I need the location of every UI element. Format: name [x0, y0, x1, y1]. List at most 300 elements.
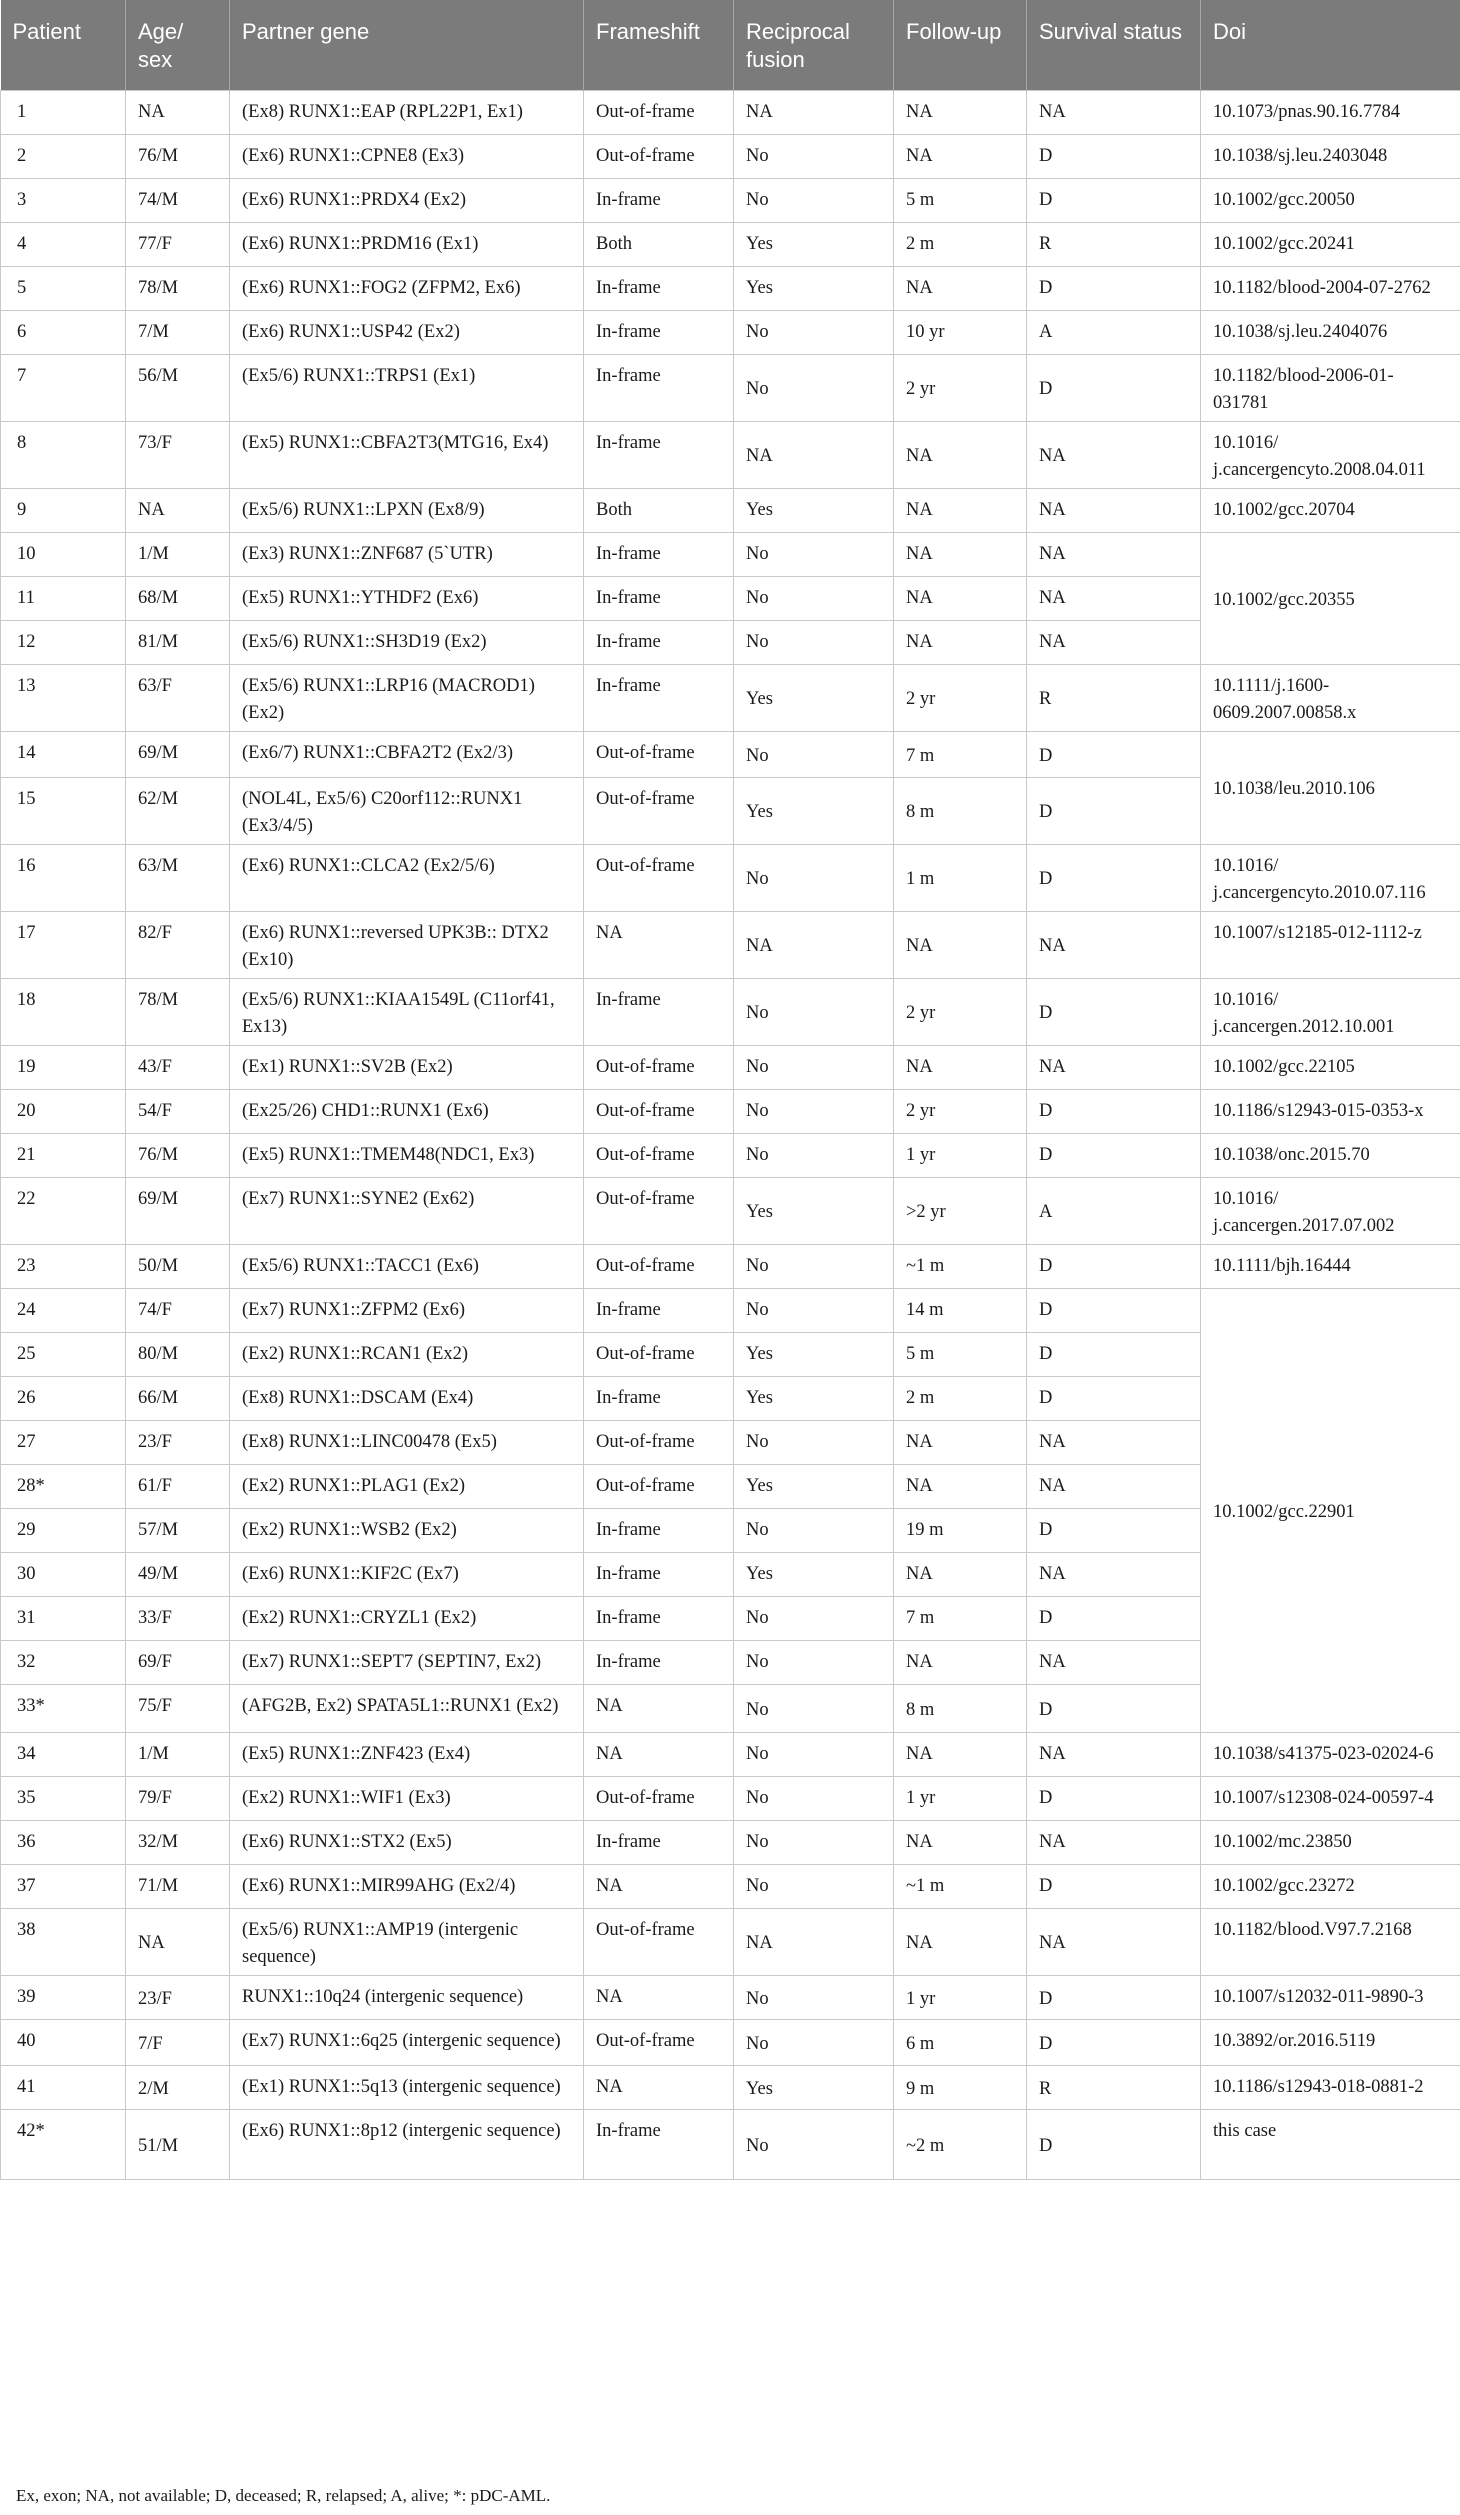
follow-up-cell: 8 m — [894, 777, 1027, 844]
reciprocal-fusion-cell: No — [734, 1776, 894, 1820]
doi-cell: 10.1038/onc.2015.70 — [1201, 1133, 1460, 1177]
doi-cell: 10.1111/j.1600-0609.2007.00858.x — [1201, 664, 1460, 731]
patient-cell: 9 — [1, 488, 126, 532]
age-sex-cell: 76/M — [126, 134, 230, 178]
patient-cell: 11 — [1, 576, 126, 620]
patient-cell: 34 — [1, 1732, 126, 1776]
age-sex-cell: 2/M — [126, 2065, 230, 2109]
patient-cell: 21 — [1, 1133, 126, 1177]
table-row — [1, 1089, 1460, 1133]
survival-status-cell: NA — [1027, 1464, 1201, 1508]
survival-status-cell: NA — [1027, 1732, 1201, 1776]
partner-gene-cell: (Ex7) RUNX1::SYNE2 (Ex62) — [230, 1177, 584, 1244]
survival-status-cell: NA — [1027, 1908, 1201, 1975]
age-sex-cell: 51/M — [126, 2109, 230, 2179]
partner-gene-cell: (Ex25/26) CHD1::RUNX1 (Ex6) — [230, 1089, 584, 1133]
table-row — [1, 1975, 1460, 2019]
follow-up-cell: NA — [894, 488, 1027, 532]
follow-up-cell: NA — [894, 90, 1027, 134]
follow-up-cell: NA — [894, 1420, 1027, 1464]
partner-gene-cell: (Ex5/6) RUNX1::AMP19 (intergenic sequence) — [230, 1908, 584, 1975]
reciprocal-fusion-cell: No — [734, 1975, 894, 2019]
partner-gene-cell: (Ex6) RUNX1::CPNE8 (Ex3) — [230, 134, 584, 178]
frameshift-cell: In-frame — [584, 1596, 734, 1640]
follow-up-cell: 9 m — [894, 2065, 1027, 2109]
survival-status-cell: NA — [1027, 576, 1201, 620]
frameshift-cell: In-frame — [584, 310, 734, 354]
follow-up-cell: 2 yr — [894, 1089, 1027, 1133]
reciprocal-fusion-cell: No — [734, 1244, 894, 1288]
survival-status-cell: NA — [1027, 532, 1201, 576]
follow-up-cell: ~1 m — [894, 1244, 1027, 1288]
age-sex-cell: 7/F — [126, 2019, 230, 2065]
follow-up-cell: 10 yr — [894, 310, 1027, 354]
follow-up-cell: 1 yr — [894, 1133, 1027, 1177]
reciprocal-fusion-cell: No — [734, 354, 894, 421]
partner-gene-cell: (Ex5/6) RUNX1::LRP16 (MACROD1) (Ex2) — [230, 664, 584, 731]
frameshift-cell: Out-of-frame — [584, 1133, 734, 1177]
partner-gene-cell: (Ex6) RUNX1::8p12 (intergenic sequence) — [230, 2109, 584, 2179]
partner-gene-cell: (Ex6) RUNX1::STX2 (Ex5) — [230, 1820, 584, 1864]
reciprocal-fusion-cell: No — [734, 1508, 894, 1552]
table-row — [1, 911, 1460, 978]
table-row — [1, 1908, 1460, 1975]
patient-cell: 38 — [1, 1908, 126, 1975]
frameshift-cell: In-frame — [584, 576, 734, 620]
age-sex-cell: 82/F — [126, 911, 230, 978]
reciprocal-fusion-cell: NA — [734, 90, 894, 134]
age-sex-cell: 62/M — [126, 777, 230, 844]
doi-cell: 10.3892/or.2016.5119 — [1201, 2019, 1460, 2065]
frameshift-cell: In-frame — [584, 1552, 734, 1596]
table-row — [1, 844, 1460, 911]
survival-status-cell: NA — [1027, 1820, 1201, 1864]
age-sex-cell: 76/M — [126, 1133, 230, 1177]
table-row — [1, 1864, 1460, 1908]
partner-gene-cell: (Ex8) RUNX1::DSCAM (Ex4) — [230, 1376, 584, 1420]
partner-gene-cell: (Ex2) RUNX1::RCAN1 (Ex2) — [230, 1332, 584, 1376]
age-sex-cell: 32/M — [126, 1820, 230, 1864]
age-sex-cell: 54/F — [126, 1089, 230, 1133]
follow-up-cell: 19 m — [894, 1508, 1027, 1552]
partner-gene-cell: (Ex6) RUNX1::FOG2 (ZFPM2, Ex6) — [230, 266, 584, 310]
follow-up-cell: >2 yr — [894, 1177, 1027, 1244]
table-row — [1, 1288, 1460, 1332]
reciprocal-fusion-cell: Yes — [734, 1464, 894, 1508]
partner-gene-cell: (AFG2B, Ex2) SPATA5L1::RUNX1 (Ex2) — [230, 1684, 584, 1732]
reciprocal-fusion-cell: No — [734, 1640, 894, 1684]
survival-status-cell: D — [1027, 1133, 1201, 1177]
patient-cell: 41 — [1, 2065, 126, 2109]
frameshift-cell: NA — [584, 1684, 734, 1732]
doi-cell: 10.1016/ j.cancergencyto.2008.04.011 — [1201, 421, 1460, 488]
table-row — [1, 421, 1460, 488]
age-sex-cell: 33/F — [126, 1596, 230, 1640]
header-reciprocal-fusion: Reciprocal fusion — [734, 0, 894, 90]
table-row — [1, 532, 1460, 576]
survival-status-cell: A — [1027, 1177, 1201, 1244]
frameshift-cell: Out-of-frame — [584, 1776, 734, 1820]
survival-status-cell: D — [1027, 1376, 1201, 1420]
frameshift-cell: Both — [584, 488, 734, 532]
patient-cell: 25 — [1, 1332, 126, 1376]
table-row — [1, 488, 1460, 532]
survival-status-cell: R — [1027, 664, 1201, 731]
reciprocal-fusion-cell: Yes — [734, 1332, 894, 1376]
reciprocal-fusion-cell: No — [734, 620, 894, 664]
frameshift-cell: Out-of-frame — [584, 1177, 734, 1244]
follow-up-cell: 5 m — [894, 178, 1027, 222]
reciprocal-fusion-cell: Yes — [734, 1177, 894, 1244]
survival-status-cell: D — [1027, 1776, 1201, 1820]
table-row — [1, 178, 1460, 222]
survival-status-cell: NA — [1027, 1552, 1201, 1596]
age-sex-cell: 23/F — [126, 1420, 230, 1464]
survival-status-cell: R — [1027, 222, 1201, 266]
survival-status-cell: NA — [1027, 1420, 1201, 1464]
frameshift-cell: NA — [584, 2065, 734, 2109]
age-sex-cell: 56/M — [126, 354, 230, 421]
partner-gene-cell: (Ex6) RUNX1::MIR99AHG (Ex2/4) — [230, 1864, 584, 1908]
reciprocal-fusion-cell: No — [734, 1864, 894, 1908]
patient-cell: 32 — [1, 1640, 126, 1684]
header-age-sex: Age/ sex — [126, 0, 230, 90]
follow-up-cell: 1 yr — [894, 1776, 1027, 1820]
table-row — [1, 266, 1460, 310]
partner-gene-cell: (Ex5) RUNX1::ZNF423 (Ex4) — [230, 1732, 584, 1776]
follow-up-cell: NA — [894, 532, 1027, 576]
follow-up-cell: ~1 m — [894, 1864, 1027, 1908]
follow-up-cell: 1 yr — [894, 1975, 1027, 2019]
partner-gene-cell: (Ex5/6) RUNX1::KIAA1549L (C11orf41, Ex13) — [230, 978, 584, 1045]
patient-cell: 33* — [1, 1684, 126, 1732]
reciprocal-fusion-cell: Yes — [734, 488, 894, 532]
patient-cell: 30 — [1, 1552, 126, 1596]
follow-up-cell: 14 m — [894, 1288, 1027, 1332]
age-sex-cell: NA — [126, 488, 230, 532]
header-row — [1, 0, 1460, 90]
age-sex-cell: 71/M — [126, 1864, 230, 1908]
patient-cell: 12 — [1, 620, 126, 664]
age-sex-cell: 75/F — [126, 1684, 230, 1732]
reciprocal-fusion-cell: No — [734, 1596, 894, 1640]
doi-cell: 10.1038/sj.leu.2403048 — [1201, 134, 1460, 178]
frameshift-cell: In-frame — [584, 266, 734, 310]
reciprocal-fusion-cell: No — [734, 1684, 894, 1732]
patient-cell: 14 — [1, 731, 126, 777]
partner-gene-cell: (Ex6) RUNX1::reversed UPK3B:: DTX2 (Ex10) — [230, 911, 584, 978]
follow-up-cell: NA — [894, 1640, 1027, 1684]
age-sex-cell: 63/M — [126, 844, 230, 911]
doi-cell: 10.1182/blood-2004-07-2762 — [1201, 266, 1460, 310]
frameshift-cell: Out-of-frame — [584, 1908, 734, 1975]
follow-up-cell: 6 m — [894, 2019, 1027, 2065]
follow-up-cell: NA — [894, 1732, 1027, 1776]
age-sex-cell: 7/M — [126, 310, 230, 354]
survival-status-cell: R — [1027, 2065, 1201, 2109]
age-sex-cell: 73/F — [126, 421, 230, 488]
doi-cell: 10.1007/s12032-011-9890-3 — [1201, 1975, 1460, 2019]
follow-up-cell: NA — [894, 620, 1027, 664]
patient-cell: 29 — [1, 1508, 126, 1552]
patient-cell: 26 — [1, 1376, 126, 1420]
follow-up-cell: ~2 m — [894, 2109, 1027, 2179]
follow-up-cell: 7 m — [894, 1596, 1027, 1640]
doi-cell: 10.1002/mc.23850 — [1201, 1820, 1460, 1864]
patient-cell: 24 — [1, 1288, 126, 1332]
survival-status-cell: D — [1027, 354, 1201, 421]
doi-cell: 10.1038/sj.leu.2404076 — [1201, 310, 1460, 354]
frameshift-cell: In-frame — [584, 2109, 734, 2179]
patient-cell: 2 — [1, 134, 126, 178]
reciprocal-fusion-cell: No — [734, 576, 894, 620]
doi-cell: 10.1002/gcc.22105 — [1201, 1045, 1460, 1089]
reciprocal-fusion-cell: No — [734, 178, 894, 222]
follow-up-cell: NA — [894, 266, 1027, 310]
patient-cell: 3 — [1, 178, 126, 222]
table-row — [1, 1177, 1460, 1244]
follow-up-cell: 1 m — [894, 844, 1027, 911]
doi-cell: 10.1038/s41375-023-02024-6 — [1201, 1732, 1460, 1776]
reciprocal-fusion-cell: No — [734, 978, 894, 1045]
frameshift-cell: NA — [584, 1864, 734, 1908]
frameshift-cell: In-frame — [584, 1508, 734, 1552]
survival-status-cell: D — [1027, 266, 1201, 310]
patient-cell: 22 — [1, 1177, 126, 1244]
patient-cell: 13 — [1, 664, 126, 731]
frameshift-cell: Out-of-frame — [584, 1244, 734, 1288]
survival-status-cell: D — [1027, 1288, 1201, 1332]
frameshift-cell: NA — [584, 911, 734, 978]
table-row — [1, 310, 1460, 354]
reciprocal-fusion-cell: No — [734, 844, 894, 911]
patient-cell: 7 — [1, 354, 126, 421]
partner-gene-cell: (Ex7) RUNX1::6q25 (intergenic sequence) — [230, 2019, 584, 2065]
survival-status-cell: D — [1027, 1684, 1201, 1732]
table-row — [1, 664, 1460, 731]
reciprocal-fusion-cell: NA — [734, 911, 894, 978]
survival-status-cell: NA — [1027, 90, 1201, 134]
doi-cell: this case — [1201, 2109, 1460, 2179]
table-row — [1, 731, 1460, 777]
frameshift-cell: Out-of-frame — [584, 1089, 734, 1133]
follow-up-cell: NA — [894, 1552, 1027, 1596]
partner-gene-cell: (Ex6) RUNX1::USP42 (Ex2) — [230, 310, 584, 354]
doi-cell: 10.1002/gcc.20050 — [1201, 178, 1460, 222]
partner-gene-cell: (Ex8) RUNX1::EAP (RPL22P1, Ex1) — [230, 90, 584, 134]
partner-gene-cell: (Ex6) RUNX1::PRDM16 (Ex1) — [230, 222, 584, 266]
survival-status-cell: D — [1027, 1089, 1201, 1133]
age-sex-cell: 79/F — [126, 1776, 230, 1820]
partner-gene-cell: (Ex2) RUNX1::CRYZL1 (Ex2) — [230, 1596, 584, 1640]
frameshift-cell: Out-of-frame — [584, 90, 734, 134]
age-sex-cell: 66/M — [126, 1376, 230, 1420]
survival-status-cell: A — [1027, 310, 1201, 354]
patient-cell: 5 — [1, 266, 126, 310]
age-sex-cell: 49/M — [126, 1552, 230, 1596]
patient-cell: 31 — [1, 1596, 126, 1640]
table-row — [1, 134, 1460, 178]
age-sex-cell: 1/M — [126, 532, 230, 576]
frameshift-cell: Out-of-frame — [584, 1464, 734, 1508]
reciprocal-fusion-cell: NA — [734, 1908, 894, 1975]
reciprocal-fusion-cell: No — [734, 1820, 894, 1864]
patient-cell: 15 — [1, 777, 126, 844]
reciprocal-fusion-cell: Yes — [734, 1552, 894, 1596]
partner-gene-cell: (Ex7) RUNX1::ZFPM2 (Ex6) — [230, 1288, 584, 1332]
table-row — [1, 1133, 1460, 1177]
partner-gene-cell: (Ex6) RUNX1::KIF2C (Ex7) — [230, 1552, 584, 1596]
doi-cell: 10.1182/blood.V97.7.2168 — [1201, 1908, 1460, 1975]
age-sex-cell: 81/M — [126, 620, 230, 664]
patient-cell: 8 — [1, 421, 126, 488]
table-row — [1, 1045, 1460, 1089]
doi-cell: 10.1038/leu.2010.106 — [1201, 731, 1460, 844]
doi-cell: 10.1016/ j.cancergencyto.2010.07.116 — [1201, 844, 1460, 911]
age-sex-cell: NA — [126, 1908, 230, 1975]
table-row — [1, 354, 1460, 421]
survival-status-cell: NA — [1027, 911, 1201, 978]
reciprocal-fusion-cell: No — [734, 1420, 894, 1464]
follow-up-cell: 2 yr — [894, 664, 1027, 731]
reciprocal-fusion-cell: No — [734, 134, 894, 178]
reciprocal-fusion-cell: No — [734, 1089, 894, 1133]
age-sex-cell: 74/M — [126, 178, 230, 222]
survival-status-cell: D — [1027, 1975, 1201, 2019]
frameshift-cell: Out-of-frame — [584, 777, 734, 844]
header-frameshift: Frameshift — [584, 0, 734, 90]
follow-up-cell: 7 m — [894, 731, 1027, 777]
reciprocal-fusion-cell: No — [734, 1133, 894, 1177]
table-row — [1, 90, 1460, 134]
reciprocal-fusion-cell: Yes — [734, 1376, 894, 1420]
table-row — [1, 1732, 1460, 1776]
patient-cell: 28* — [1, 1464, 126, 1508]
reciprocal-fusion-cell: No — [734, 1732, 894, 1776]
doi-cell: 10.1007/s12308-024-00597-4 — [1201, 1776, 1460, 1820]
survival-status-cell: D — [1027, 1864, 1201, 1908]
survival-status-cell: NA — [1027, 1045, 1201, 1089]
partner-gene-cell: (Ex2) RUNX1::WIF1 (Ex3) — [230, 1776, 584, 1820]
header-patient: Patient — [1, 0, 126, 90]
follow-up-cell: NA — [894, 1908, 1027, 1975]
partner-gene-cell: (Ex6) RUNX1::PRDX4 (Ex2) — [230, 178, 584, 222]
age-sex-cell: NA — [126, 90, 230, 134]
reciprocal-fusion-cell: Yes — [734, 664, 894, 731]
patient-cell: 27 — [1, 1420, 126, 1464]
frameshift-cell: Out-of-frame — [584, 2019, 734, 2065]
patient-cell: 23 — [1, 1244, 126, 1288]
partner-gene-cell: (Ex2) RUNX1::WSB2 (Ex2) — [230, 1508, 584, 1552]
doi-cell: 10.1186/s12943-018-0881-2 — [1201, 2065, 1460, 2109]
patient-cell: 42* — [1, 2109, 126, 2179]
follow-up-cell: 2 yr — [894, 978, 1027, 1045]
table-row — [1, 2109, 1460, 2179]
age-sex-cell: 69/F — [126, 1640, 230, 1684]
partner-gene-cell: (Ex5) RUNX1::CBFA2T3(MTG16, Ex4) — [230, 421, 584, 488]
frameshift-cell: NA — [584, 1732, 734, 1776]
survival-status-cell: NA — [1027, 620, 1201, 664]
survival-status-cell: D — [1027, 978, 1201, 1045]
reciprocal-fusion-cell: No — [734, 310, 894, 354]
table-row — [1, 2065, 1460, 2109]
survival-status-cell: D — [1027, 178, 1201, 222]
partner-gene-cell: (Ex1) RUNX1::5q13 (intergenic sequence) — [230, 2065, 584, 2109]
frameshift-cell: In-frame — [584, 620, 734, 664]
patient-cell: 6 — [1, 310, 126, 354]
doi-cell: 10.1002/gcc.20704 — [1201, 488, 1460, 532]
patient-cell: 35 — [1, 1776, 126, 1820]
doi-cell: 10.1073/pnas.90.16.7784 — [1201, 90, 1460, 134]
partner-gene-cell: (Ex5) RUNX1::YTHDF2 (Ex6) — [230, 576, 584, 620]
frameshift-cell: In-frame — [584, 978, 734, 1045]
age-sex-cell: 50/M — [126, 1244, 230, 1288]
follow-up-cell: NA — [894, 911, 1027, 978]
survival-status-cell: D — [1027, 731, 1201, 777]
patient-cell: 17 — [1, 911, 126, 978]
partner-gene-cell: (NOL4L, Ex5/6) C20orf112::RUNX1 (Ex3/4/5) — [230, 777, 584, 844]
partner-gene-cell: (Ex8) RUNX1::LINC00478 (Ex5) — [230, 1420, 584, 1464]
patient-cell: 39 — [1, 1975, 126, 2019]
reciprocal-fusion-cell: Yes — [734, 777, 894, 844]
partner-gene-cell: (Ex2) RUNX1::PLAG1 (Ex2) — [230, 1464, 584, 1508]
frameshift-cell: Out-of-frame — [584, 1420, 734, 1464]
age-sex-cell: 69/M — [126, 1177, 230, 1244]
reciprocal-fusion-cell: Yes — [734, 2065, 894, 2109]
doi-cell: 10.1186/s12943-015-0353-x — [1201, 1089, 1460, 1133]
age-sex-cell: 68/M — [126, 576, 230, 620]
patient-cell: 36 — [1, 1820, 126, 1864]
survival-status-cell: D — [1027, 777, 1201, 844]
doi-cell: 10.1002/gcc.23272 — [1201, 1864, 1460, 1908]
age-sex-cell: 57/M — [126, 1508, 230, 1552]
patient-cell: 10 — [1, 532, 126, 576]
survival-status-cell: D — [1027, 2019, 1201, 2065]
frameshift-cell: In-frame — [584, 354, 734, 421]
follow-up-cell: NA — [894, 1464, 1027, 1508]
follow-up-cell: 2 yr — [894, 354, 1027, 421]
partner-gene-cell: (Ex5/6) RUNX1::SH3D19 (Ex2) — [230, 620, 584, 664]
survival-status-cell: D — [1027, 844, 1201, 911]
patient-cell: 1 — [1, 90, 126, 134]
table-row — [1, 978, 1460, 1045]
reciprocal-fusion-cell: Yes — [734, 222, 894, 266]
frameshift-cell: Out-of-frame — [584, 844, 734, 911]
reciprocal-fusion-cell: NA — [734, 421, 894, 488]
survival-status-cell: D — [1027, 1508, 1201, 1552]
doi-cell: 10.1016/ j.cancergen.2017.07.002 — [1201, 1177, 1460, 1244]
partner-gene-cell: (Ex5/6) RUNX1::TACC1 (Ex6) — [230, 1244, 584, 1288]
patient-cell: 20 — [1, 1089, 126, 1133]
age-sex-cell: 23/F — [126, 1975, 230, 2019]
patient-cell: 40 — [1, 2019, 126, 2065]
frameshift-cell: In-frame — [584, 532, 734, 576]
partner-gene-cell: (Ex3) RUNX1::ZNF687 (5`UTR) — [230, 532, 584, 576]
patient-cell: 16 — [1, 844, 126, 911]
age-sex-cell: 61/F — [126, 1464, 230, 1508]
doi-cell: 10.1016/ j.cancergen.2012.10.001 — [1201, 978, 1460, 1045]
frameshift-cell: In-frame — [584, 1376, 734, 1420]
doi-cell: 10.1182/blood-2006-01-031781 — [1201, 354, 1460, 421]
header-survival-status: Survival status — [1027, 0, 1201, 90]
patient-cell: 37 — [1, 1864, 126, 1908]
patient-cell: 19 — [1, 1045, 126, 1089]
follow-up-cell: 2 m — [894, 222, 1027, 266]
follow-up-cell: 8 m — [894, 1684, 1027, 1732]
follow-up-cell: NA — [894, 576, 1027, 620]
frameshift-cell: In-frame — [584, 1288, 734, 1332]
table-row — [1, 1820, 1460, 1864]
